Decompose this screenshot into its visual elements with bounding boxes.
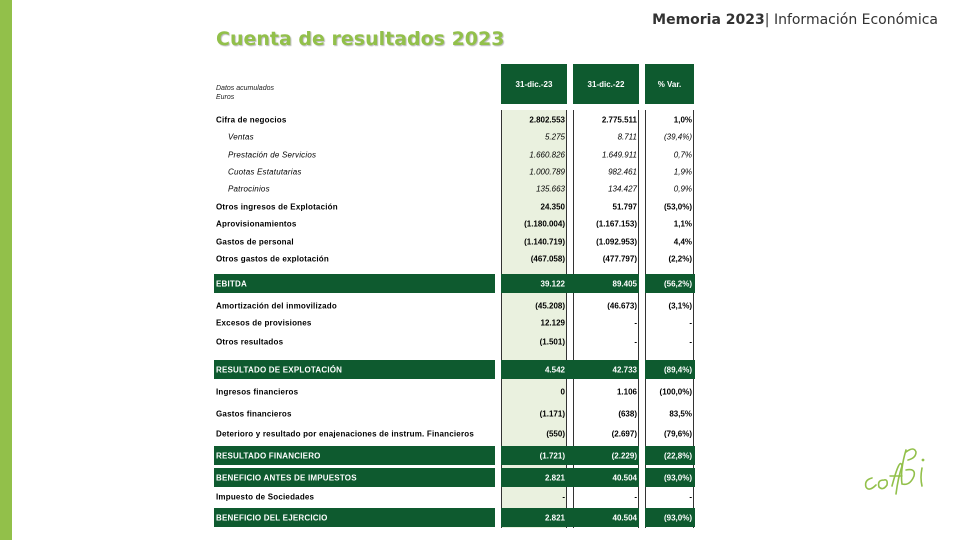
- row-label: Gastos de personal: [216, 237, 294, 247]
- row-label: Ventas: [228, 132, 254, 142]
- value-2023: (45.208): [535, 301, 565, 311]
- value-2023: 2.821: [544, 473, 565, 482]
- value-2023: (1.721): [539, 451, 565, 460]
- value-2022: -: [634, 492, 637, 502]
- row-label: EBITDA: [216, 279, 247, 288]
- value-2022: (477.797): [602, 254, 637, 264]
- value-2022: 89.405: [612, 279, 637, 288]
- value-2022: 8.711: [617, 132, 637, 142]
- table-row: [214, 383, 695, 401]
- value-variation: 1,1%: [673, 219, 692, 229]
- value-variation: 0,7%: [673, 150, 692, 160]
- row-label: Aprovisionamientos: [216, 219, 297, 229]
- row-label: Otros resultados: [216, 337, 284, 347]
- table-row: [214, 128, 695, 146]
- value-variation: 83,5%: [669, 409, 692, 419]
- table-row: [214, 180, 695, 198]
- value-2023: (1.180.004): [524, 219, 565, 229]
- value-variation: -: [689, 318, 692, 328]
- left-accent-bar: [0, 0, 12, 540]
- value-2023: (550): [546, 429, 565, 439]
- column-header-variation: % Var.: [645, 64, 694, 104]
- table-row: [214, 425, 695, 443]
- value-variation: 1,0%: [673, 115, 692, 125]
- value-2023: (467.058): [530, 254, 565, 264]
- row-label: RESULTADO DE EXPLOTACIÓN: [216, 365, 343, 374]
- value-2022: 40.504: [612, 473, 637, 482]
- value-2022: (1.092.953): [596, 237, 637, 247]
- value-variation: (79,6%): [663, 429, 692, 439]
- table-row: [214, 250, 695, 268]
- table-row: [214, 111, 695, 129]
- value-variation: -: [689, 492, 692, 502]
- value-variation: (93,0%): [663, 473, 692, 482]
- value-2023: 2.802.553: [529, 115, 565, 125]
- value-2023: (1.171): [539, 409, 565, 419]
- table-row: [214, 198, 695, 216]
- table-total-row: [214, 508, 695, 527]
- table-row: [214, 405, 695, 423]
- value-variation: 4,4%: [673, 237, 692, 247]
- value-variation: (100,0%): [659, 387, 692, 397]
- value-2023: 1.000.789: [529, 167, 565, 177]
- row-label: Otros gastos de explotación: [216, 254, 329, 264]
- table-row: [214, 333, 695, 351]
- value-2023: 2.821: [544, 513, 565, 522]
- value-variation: -: [689, 337, 692, 347]
- row-label: Cifra de negocios: [216, 115, 287, 125]
- value-2022: 1.106: [616, 387, 637, 397]
- value-2022: 51.797: [612, 202, 637, 212]
- table-row: [214, 488, 695, 506]
- value-variation: (89,4%): [663, 365, 692, 374]
- value-2022: 982.461: [608, 167, 637, 177]
- value-variation: (53,0%): [663, 202, 692, 212]
- value-2023: 135.663: [536, 184, 565, 194]
- row-label: Prestación de Servicios: [228, 150, 317, 160]
- header-separator: |: [764, 12, 770, 28]
- table-row: [214, 314, 695, 332]
- table-total-row: [214, 446, 695, 465]
- row-label: Ingresos financieros: [216, 387, 299, 397]
- value-2023: 12.129: [540, 318, 565, 328]
- value-2023: 1.660.826: [529, 150, 565, 160]
- value-2022: -: [634, 318, 637, 328]
- row-label: Excesos de provisiones: [216, 318, 312, 328]
- row-label: BENEFICIO DEL EJERCICIO: [216, 513, 328, 522]
- value-2023: 24.350: [540, 202, 565, 212]
- row-label: RESULTADO FINANCIERO: [216, 451, 321, 460]
- table-total-row: [214, 468, 695, 487]
- value-2022: 2.775.511: [601, 115, 637, 125]
- value-2022: (2.697): [611, 429, 637, 439]
- report-name: Memoria 2023: [652, 12, 765, 28]
- value-2023: 4.542: [544, 365, 565, 374]
- value-2023: (1.140.719): [524, 237, 565, 247]
- report-header: [652, 12, 938, 28]
- column-header-2022: 31-dic.-22: [573, 64, 639, 104]
- value-2022: 40.504: [612, 513, 637, 522]
- value-2023: 39.122: [540, 279, 565, 288]
- row-label: Deterioro y resultado por enajenaciones de instrum. Financieros: [216, 429, 474, 439]
- value-2022: (46.673): [607, 301, 637, 311]
- value-variation: (22,8%): [663, 451, 692, 460]
- cofbi-logo: [862, 438, 932, 498]
- value-variation: (2,2%): [668, 254, 692, 264]
- value-2022: 42.733: [612, 365, 637, 374]
- column-header-2023: 31-dic.-23: [501, 64, 567, 104]
- value-variation: (39,4%): [663, 132, 692, 142]
- value-variation: (3,1%): [668, 301, 692, 311]
- row-label: Gastos financieros: [216, 409, 292, 419]
- row-label: Cuotas Estatutarias: [228, 167, 302, 177]
- value-2022: 134.427: [608, 184, 637, 194]
- row-label: Impuesto de Sociedades: [216, 492, 315, 502]
- value-2023: 0: [560, 387, 565, 397]
- row-label: Amortización del inmovilizado: [216, 301, 337, 311]
- value-variation: (56,2%): [663, 279, 692, 288]
- table-row: [214, 146, 695, 164]
- report-section: Información Económica: [773, 12, 938, 28]
- table-meta: [216, 84, 274, 102]
- table-row: [214, 215, 695, 233]
- value-2022: -: [634, 337, 637, 347]
- row-label: Otros ingresos de Explotación: [216, 202, 338, 212]
- meta-period: Datos acumulados: [216, 85, 274, 92]
- table-row: [214, 297, 695, 315]
- table-total-row: [214, 360, 695, 379]
- meta-units: Euros: [216, 94, 235, 101]
- page-title: Cuenta de resultados 2023: [216, 28, 505, 50]
- table-total-row: [214, 274, 695, 293]
- value-variation: 0,9%: [673, 184, 692, 194]
- table-row: [214, 163, 695, 181]
- value-2022: 1.649.911: [602, 150, 637, 160]
- table-row: [214, 233, 695, 251]
- row-label: BENEFICIO ANTES DE IMPUESTOS: [216, 473, 357, 482]
- value-2023: -: [562, 492, 565, 502]
- value-2022: (1.167.153): [596, 219, 637, 229]
- value-2022: (2.229): [611, 451, 637, 460]
- value-variation: (93,0%): [663, 513, 692, 522]
- value-2023: (1.501): [539, 337, 565, 347]
- row-label: Patrocinios: [228, 184, 270, 194]
- value-variation: 1,9%: [673, 167, 692, 177]
- value-2023: 5.275: [544, 132, 565, 142]
- value-2022: (638): [618, 409, 637, 419]
